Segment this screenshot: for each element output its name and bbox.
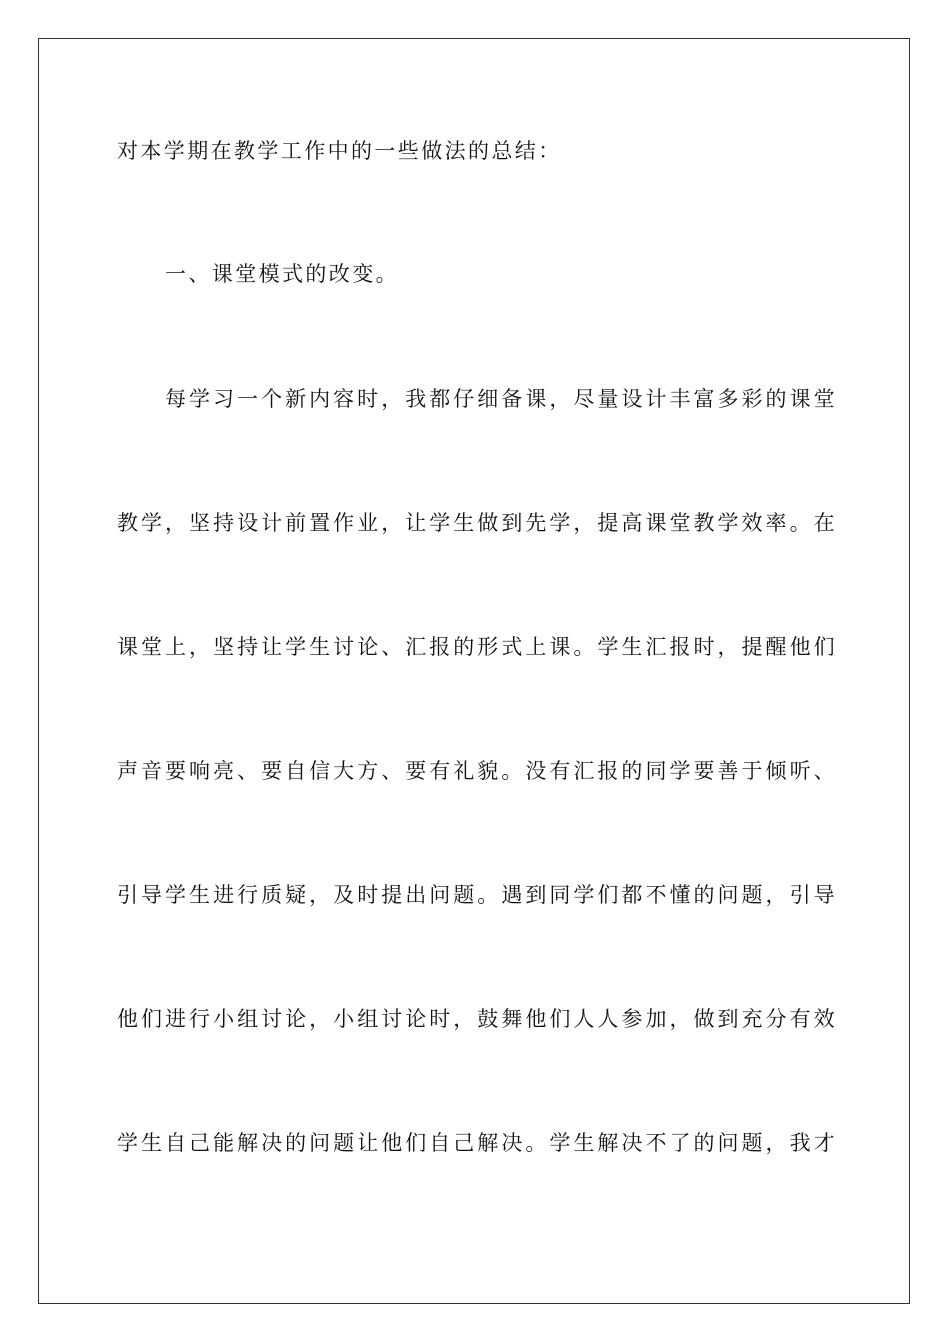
paragraph-line: 引导学生进行质疑，及时提出问题。遇到同学们都不懂的问题，引导 [117, 883, 837, 907]
page-border [38, 38, 910, 1304]
paragraph-line: 学生自己能解决的问题让他们自己解决。学生解决不了的问题，我才 [117, 1131, 837, 1155]
paragraph-line: 他们进行小组讨论，小组讨论时，鼓舞他们人人参加，做到充分有效 [117, 1007, 837, 1031]
paragraph-line: 每学习一个新内容时，我都仔细备课，尽量设计丰富多彩的课堂 [165, 387, 837, 411]
paragraph-line: 教学，坚持设计前置作业，让学生做到先学，提高课堂教学效率。在 [117, 511, 837, 535]
intro-line: 对本学期在教学工作中的一些做法的总结： [117, 139, 562, 163]
section-heading: 一、课堂模式的改变。 [165, 262, 399, 286]
paragraph-line: 声音要响亮、要自信大方、要有礼貌。没有汇报的同学要善于倾听、 [117, 759, 837, 783]
paragraph-line: 课堂上，坚持让学生讨论、汇报的形式上课。学生汇报时，提醒他们 [117, 635, 837, 659]
